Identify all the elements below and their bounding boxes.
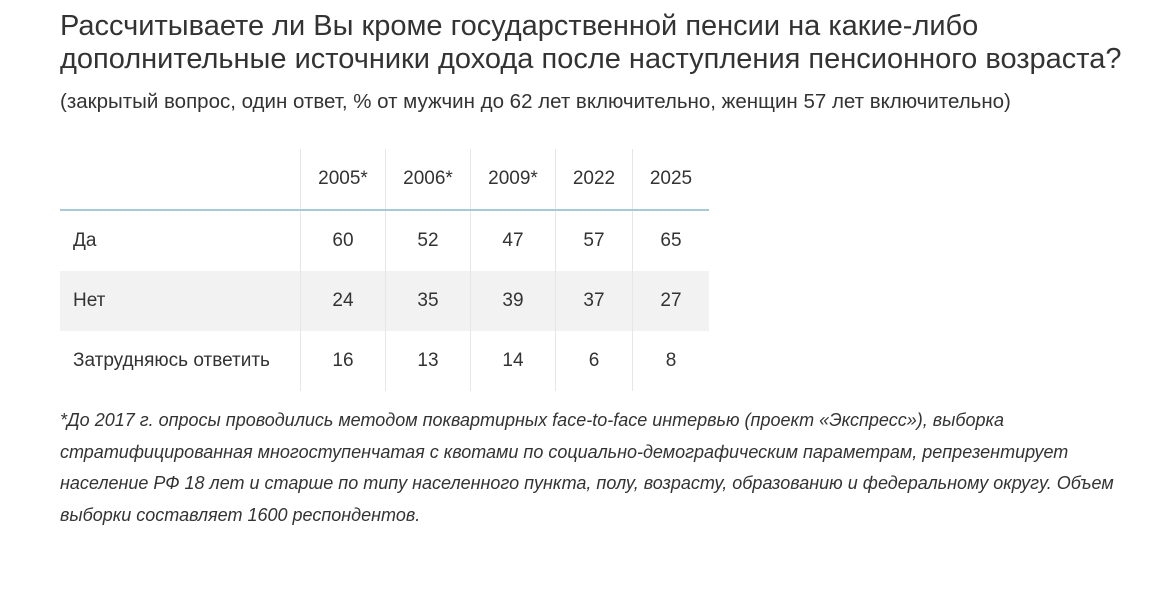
column-header: 2025	[633, 149, 710, 210]
table-header-row	[60, 149, 709, 210]
table-cell: 47	[471, 210, 556, 271]
row-label: Да	[73, 230, 97, 251]
row-label: Затрудняюсь ответить	[73, 350, 270, 371]
table-cell: 52	[386, 210, 471, 271]
page-title: Рассчитываете ли Вы кроме государственной пенсии на какие-либо дополнительные источники дохода после наступления пенсионного возраста?	[60, 10, 1122, 75]
methodology-footnote: *До 2017 г. опросы проводились методом поквартирных face-to-face интервью (проект «Экспресс»), выборка стратифицированная многоступенчатая с квотами по социально-демографическим параметрам, репрезентирует население РФ 18 лет и старше по типу населенного пункта, полу, возрасту, образованию и федеральному округу. Объем выборки составляет 1600 респондентов.	[60, 410, 1114, 525]
table-cell: 6	[556, 331, 633, 391]
table-row	[60, 210, 709, 271]
table-cell: 14	[471, 331, 556, 391]
column-header: 2009*	[471, 149, 556, 210]
page-subtitle: (закрытый вопрос, один ответ, % от мужчин до 62 лет включительно, женщин 57 лет включительно)	[60, 90, 1011, 113]
table-cell: 24	[301, 271, 386, 331]
row-label: Нет	[60, 271, 301, 331]
table-cell: 8	[633, 331, 710, 391]
table-cell: 13	[386, 331, 471, 391]
column-header: 2022	[556, 149, 633, 210]
table-cell: 16	[301, 331, 386, 391]
results-table	[60, 149, 709, 391]
table-row	[60, 271, 709, 331]
table-cell: 27	[633, 271, 710, 331]
table-cell: 60	[301, 210, 386, 271]
table-cell: 39	[471, 271, 556, 331]
table-corner-cell	[60, 149, 301, 210]
table-cell: 57	[556, 210, 633, 271]
column-header: 2005*	[301, 149, 386, 210]
table-cell: 35	[386, 271, 471, 331]
table-cell: 37	[556, 271, 633, 331]
column-header: 2006*	[386, 149, 471, 210]
table-row	[60, 331, 709, 391]
table-cell: 65	[633, 210, 710, 271]
